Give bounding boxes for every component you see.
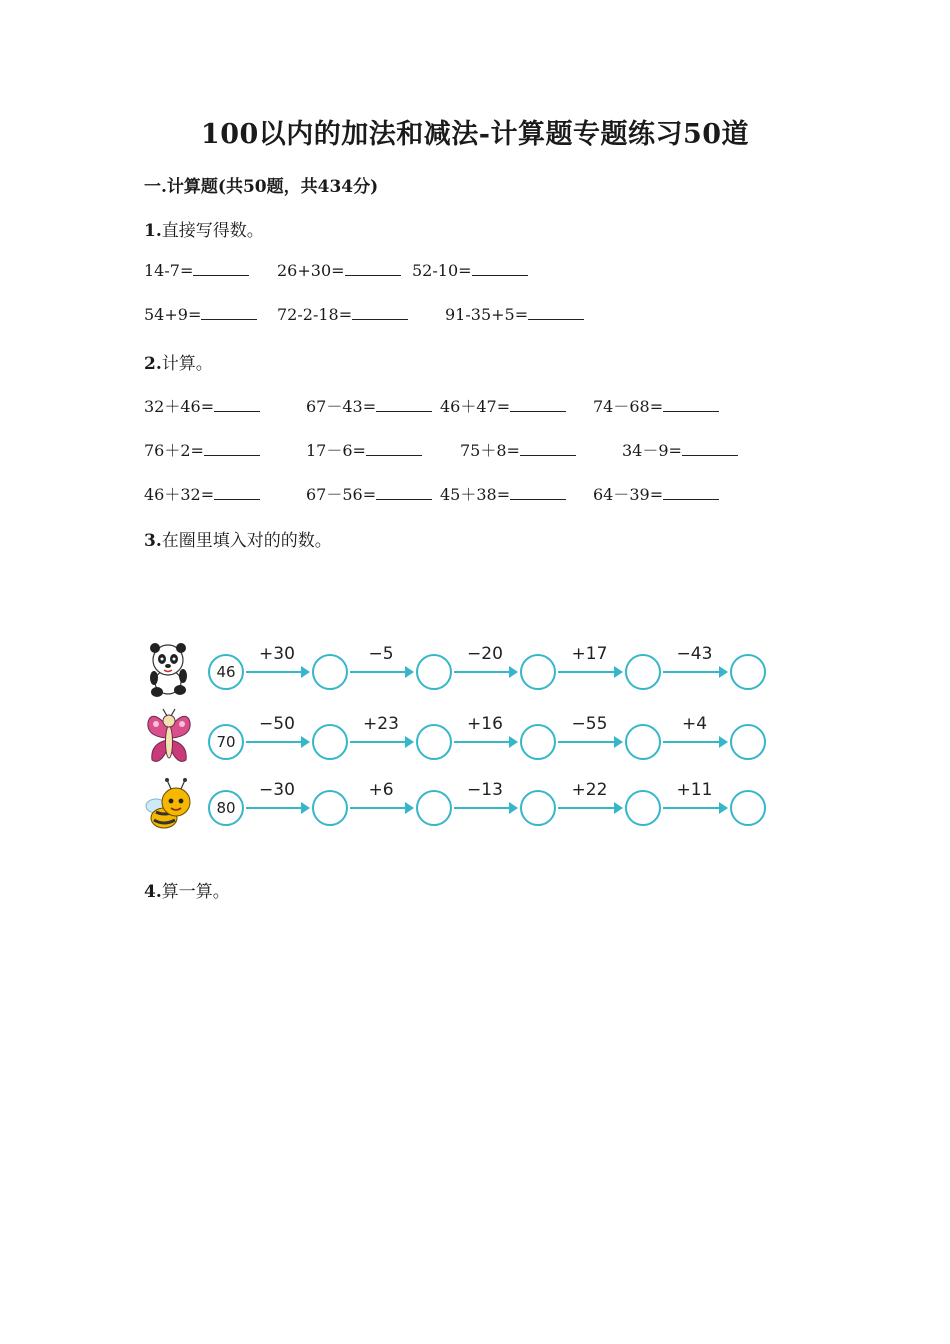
operation-label: −43 (676, 644, 713, 664)
problem: 64－39= (593, 482, 719, 505)
problem: 34－9= (622, 438, 738, 461)
problem: 45＋38= (440, 482, 566, 505)
operation-label: −5 (368, 644, 394, 664)
problem: 17－6= (306, 438, 422, 461)
problem: 76＋2= (144, 438, 260, 461)
answer-circle[interactable] (520, 790, 556, 826)
problem: 67－43= (306, 394, 432, 417)
question-text: 直接写得数。 (161, 221, 264, 241)
arrow-icon (454, 807, 516, 809)
arrow-icon (558, 741, 621, 743)
operation-label: −30 (259, 780, 295, 800)
arrow-icon (454, 741, 516, 743)
operation-label: −13 (467, 780, 503, 800)
operation-label: +23 (363, 714, 399, 734)
answer-blank[interactable] (376, 397, 432, 412)
arrow-icon (663, 807, 726, 809)
answer-circle[interactable] (730, 790, 766, 826)
answer-blank[interactable] (204, 441, 260, 456)
arrow-icon (454, 671, 516, 673)
arrow-icon (350, 671, 412, 673)
operation-label: +16 (467, 714, 503, 734)
operation-label: +17 (571, 644, 608, 664)
arrow-icon (246, 671, 308, 673)
operation-label: −20 (467, 644, 503, 664)
section-heading: 一.计算题(共50题，共434分) (144, 177, 379, 197)
question-text: 在圈里填入对的的数。 (161, 531, 332, 551)
answer-circle[interactable] (416, 654, 452, 690)
problem: 74－68= (593, 394, 719, 417)
problem: 26+30= (277, 261, 401, 280)
answer-circle[interactable] (730, 724, 766, 760)
answer-blank[interactable] (472, 261, 528, 276)
answer-blank[interactable] (528, 305, 584, 320)
operation-label: +22 (571, 780, 608, 800)
answer-circle[interactable] (730, 654, 766, 690)
answer-circle[interactable] (312, 790, 348, 826)
chain-row (140, 780, 780, 842)
problem: 75＋8= (460, 438, 576, 461)
answer-circle[interactable] (625, 724, 661, 760)
problem: 14-7= (144, 261, 249, 280)
answer-circle[interactable] (312, 654, 348, 690)
question-number: 3. (144, 531, 162, 551)
start-number-circle: 70 (208, 724, 244, 760)
question-number: 1. (144, 221, 162, 241)
chain-row (140, 714, 780, 776)
arrow-icon (350, 807, 412, 809)
arrow-icon (350, 741, 412, 743)
arrow-icon (246, 807, 308, 809)
answer-blank[interactable] (520, 441, 576, 456)
answer-circle[interactable] (625, 654, 661, 690)
answer-circle[interactable] (520, 654, 556, 690)
answer-blank[interactable] (352, 305, 408, 320)
answer-blank[interactable] (366, 441, 422, 456)
answer-circle[interactable] (312, 724, 348, 760)
answer-blank[interactable] (663, 397, 719, 412)
answer-blank[interactable] (201, 305, 257, 320)
answer-blank[interactable] (663, 485, 719, 500)
answer-blank[interactable] (193, 261, 249, 276)
operation-label: +4 (681, 714, 708, 734)
answer-blank[interactable] (345, 261, 401, 276)
answer-circle[interactable] (520, 724, 556, 760)
arrow-icon (558, 807, 621, 809)
operation-label: +30 (259, 644, 295, 664)
answer-circle[interactable] (416, 790, 452, 826)
problem: 54+9= (144, 305, 257, 324)
problem: 46＋47= (440, 394, 566, 417)
arrow-icon (246, 741, 308, 743)
answer-blank[interactable] (510, 397, 566, 412)
arrow-icon (663, 741, 726, 743)
problem: 91-35+5= (445, 305, 584, 324)
problem: 72-2-18= (277, 305, 408, 324)
arrow-icon (558, 671, 621, 673)
problem: 67－56= (306, 482, 432, 505)
operation-label: −50 (259, 714, 295, 734)
question-2-title (144, 349, 213, 374)
problem: 32＋46= (144, 394, 260, 417)
question-1-title (144, 216, 264, 241)
question-3-title (144, 526, 332, 551)
question-text: 计算。 (161, 354, 213, 374)
answer-blank[interactable] (214, 485, 260, 500)
answer-circle[interactable] (625, 790, 661, 826)
answer-blank[interactable] (510, 485, 566, 500)
question-4-title (144, 877, 230, 902)
problem: 46＋32= (144, 482, 260, 505)
problem: 52-10= (412, 261, 528, 280)
answer-circle[interactable] (416, 724, 452, 760)
operation-label: −55 (571, 714, 608, 734)
page-title: 100以内的加法和减法-计算题专题练习50道 (200, 119, 750, 150)
answer-blank[interactable] (214, 397, 260, 412)
operation-label: +11 (676, 780, 713, 800)
start-number-circle: 80 (208, 790, 244, 826)
start-number-circle: 46 (208, 654, 244, 690)
question-number: 4. (144, 882, 162, 902)
number-chain-figure (140, 636, 780, 836)
answer-blank[interactable] (376, 485, 432, 500)
question-text: 算一算。 (161, 882, 230, 902)
answer-blank[interactable] (682, 441, 738, 456)
chain-row (140, 644, 780, 706)
question-number: 2. (144, 354, 162, 374)
operation-label: +6 (368, 780, 394, 800)
arrow-icon (663, 671, 726, 673)
